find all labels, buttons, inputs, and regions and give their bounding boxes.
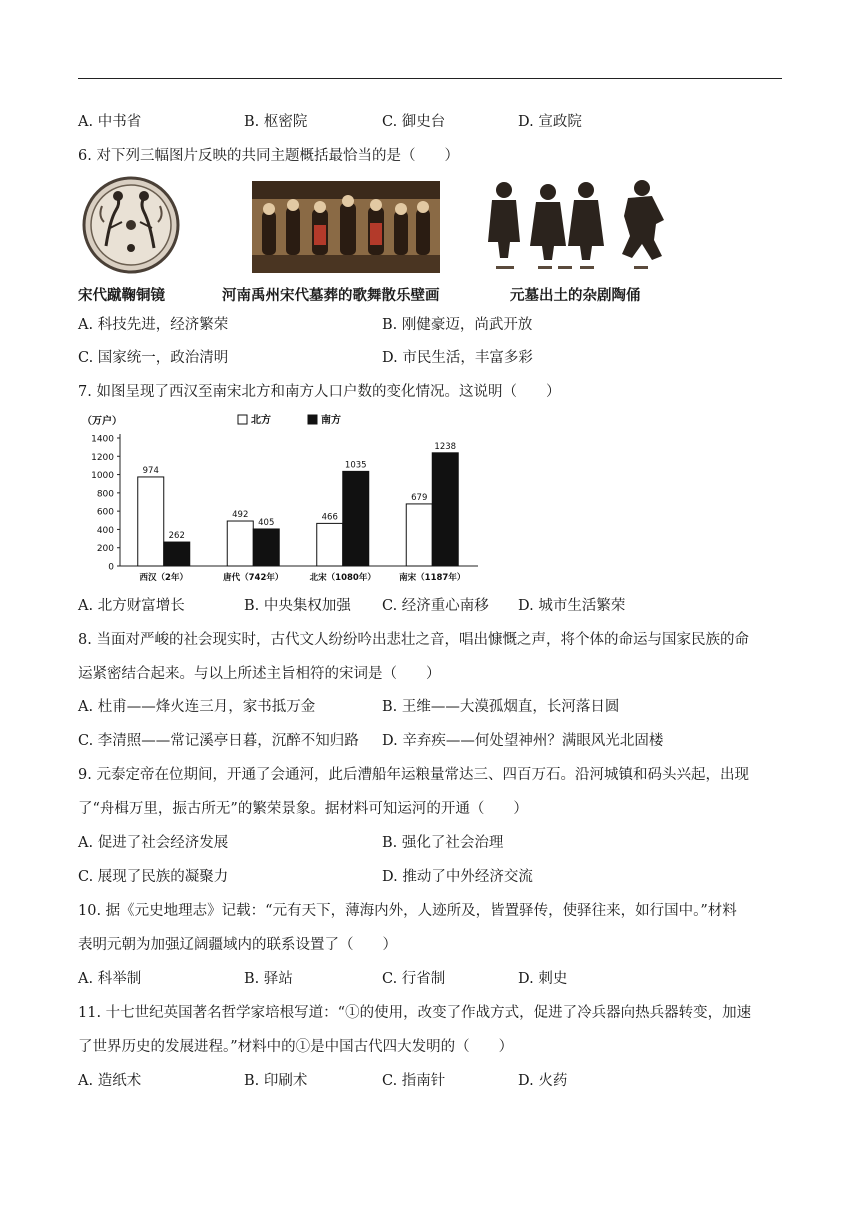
q7-option-a[interactable]: A. 北方财富增长: [78, 598, 185, 614]
q6-option-c[interactable]: C. 国家统一，政治清明: [78, 350, 229, 366]
bar: [406, 504, 432, 566]
q11-option-d[interactable]: D. 火药: [518, 1073, 568, 1089]
legend-swatch: [238, 415, 247, 424]
y-tick-label: 600: [96, 507, 114, 518]
q6-option-d[interactable]: D. 市民生活，丰富多彩: [382, 350, 533, 366]
chart-svg: [78, 410, 488, 588]
q9-option-a[interactable]: A. 促进了社会经济发展: [78, 835, 229, 851]
q5-option-b[interactable]: B. 枢密院: [244, 114, 308, 130]
q6-option-b[interactable]: B. 刚健豪迈，尚武开放: [382, 317, 533, 333]
q11-option-c[interactable]: C. 指南针: [382, 1073, 446, 1089]
bar-value-label: 974: [142, 465, 159, 476]
q7-option-c[interactable]: C. 经济重心南移: [382, 598, 489, 614]
q9-option-d[interactable]: D. 推动了中外经济交流: [382, 869, 533, 885]
bar-value-label: 262: [168, 531, 185, 542]
population-bar-chart: [78, 410, 488, 592]
q8-stem-line-1: 8. 当面对严峻的社会现实时，古代文人纷纷吟出悲壮之音，唱出慷慨之声，将个体的命运与国家民族的命: [78, 632, 749, 648]
bar: [164, 542, 190, 566]
y-tick-label: 0: [108, 562, 114, 573]
q7-option-d[interactable]: D. 城市生活繁荣: [518, 598, 626, 614]
bar-value-label: 466: [321, 512, 338, 523]
bar: [253, 529, 279, 566]
bar-value-label: 405: [258, 517, 275, 528]
song-tomb-mural-image: [252, 181, 440, 273]
q7-stem: 7. 如图呈现了西汉至南宋北方和南方人口户数的变化情况。这说明（ ）: [78, 384, 561, 400]
q8-option-b[interactable]: B. 王维——大漠孤烟直，长河落日圆: [382, 699, 620, 715]
q6-stem: 6. 对下列三幅图片反映的共同主题概括最恰当的是（ ）: [78, 148, 459, 164]
q5-option-d[interactable]: D. 宣政院: [518, 114, 582, 130]
bar-value-label: 679: [411, 492, 428, 503]
q10-stem-line-1: 10. 据《元史地理志》记载：“元有天下，薄海内外，人迹所及，皆置驿传，使驿往来，如行国中。”材料: [78, 903, 737, 919]
caption-figurines: 元墓出土的杂剧陶俑: [510, 288, 641, 304]
legend-label: 北方: [251, 415, 271, 426]
q10-option-c[interactable]: C. 行省制: [382, 971, 446, 987]
bar: [227, 521, 253, 566]
x-tick-label: 唐代（742年）: [223, 573, 284, 583]
x-tick-label: 北宋（1080年）: [309, 573, 376, 583]
y-tick-label: 1000: [91, 471, 114, 482]
bar-value-label: 1238: [434, 441, 457, 452]
bronze-mirror-image: [82, 176, 180, 274]
q6-option-a[interactable]: A. 科技先进，经济繁荣: [78, 317, 229, 333]
y-tick-label: 1200: [91, 452, 114, 463]
q9-stem-line-2: 了“舟楫万里，振古所无”的繁荣景象。据材料可知运河的开通（ ）: [78, 801, 528, 817]
legend-swatch: [308, 415, 317, 424]
q5-option-c[interactable]: C. 御史台: [382, 114, 446, 130]
q11-stem-line-2: 了世界历史的发展进程。”材料中的①是中国古代四大发明的（ ）: [78, 1039, 514, 1055]
x-tick-label: 南宋（1187年）: [399, 573, 466, 583]
q8-option-c[interactable]: C. 李清照——常记溪亭日暮，沉醉不知归路: [78, 733, 359, 749]
bar: [343, 471, 369, 566]
y-tick-label: 1400: [91, 434, 114, 445]
y-tick-label: 400: [96, 525, 114, 536]
q11-stem-line-1: 11. 十七世纪英国著名哲学家培根写道：“①的使用，改变了作战方式，促进了冷兵器向热兵器转变，加速: [78, 1005, 752, 1021]
q8-option-a[interactable]: A. 杜甫——烽火连三月，家书抵万金: [78, 699, 316, 715]
legend-label: 南方: [321, 415, 341, 426]
bar: [317, 523, 343, 566]
q9-stem-line-1: 9. 元泰定帝在位期间，开通了会通河，此后漕船年运粮量常达三、四百万石。沿河城镇和码头兴起，出现: [78, 767, 749, 783]
x-tick-label: 西汉（2年）: [139, 573, 188, 583]
q9-option-b[interactable]: B. 强化了社会治理: [382, 835, 504, 851]
bar-value-label: 1035: [344, 460, 367, 471]
zaju-figurines-image: [482, 176, 680, 274]
y-tick-label: 800: [96, 489, 114, 500]
header-rule: [78, 78, 782, 79]
y-tick-label: 200: [96, 544, 114, 555]
q10-option-d[interactable]: D. 刺史: [518, 971, 568, 987]
q9-option-c[interactable]: C. 展现了民族的凝聚力: [78, 869, 229, 885]
q8-option-d[interactable]: D. 辛弃疾——何处望神州？满眼风光北固楼: [382, 733, 664, 749]
bar-value-label: 492: [232, 510, 249, 521]
q11-option-b[interactable]: B. 印刷术: [244, 1073, 308, 1089]
caption-bronze-mirror: 宋代蹴鞠铜镜: [78, 288, 165, 304]
bar: [432, 453, 458, 566]
q11-option-a[interactable]: A. 造纸术: [78, 1073, 142, 1089]
bar: [138, 477, 164, 566]
q10-option-a[interactable]: A. 科举制: [78, 971, 142, 987]
q5-option-a[interactable]: A. 中书省: [78, 114, 142, 130]
q10-stem-line-2: 表明元朝为加强辽阔疆域内的联系设置了（ ）: [78, 937, 397, 953]
q10-option-b[interactable]: B. 驿站: [244, 971, 293, 987]
q8-stem-line-2: 运紧密结合起来。与以上所述主旨相符的宋词是（ ）: [78, 666, 441, 682]
caption-mural: 河南禹州宋代墓葬的歌舞散乐壁画: [222, 288, 440, 304]
q7-option-b[interactable]: B. 中央集权加强: [244, 598, 351, 614]
y-axis-label: （万户）: [82, 416, 122, 427]
